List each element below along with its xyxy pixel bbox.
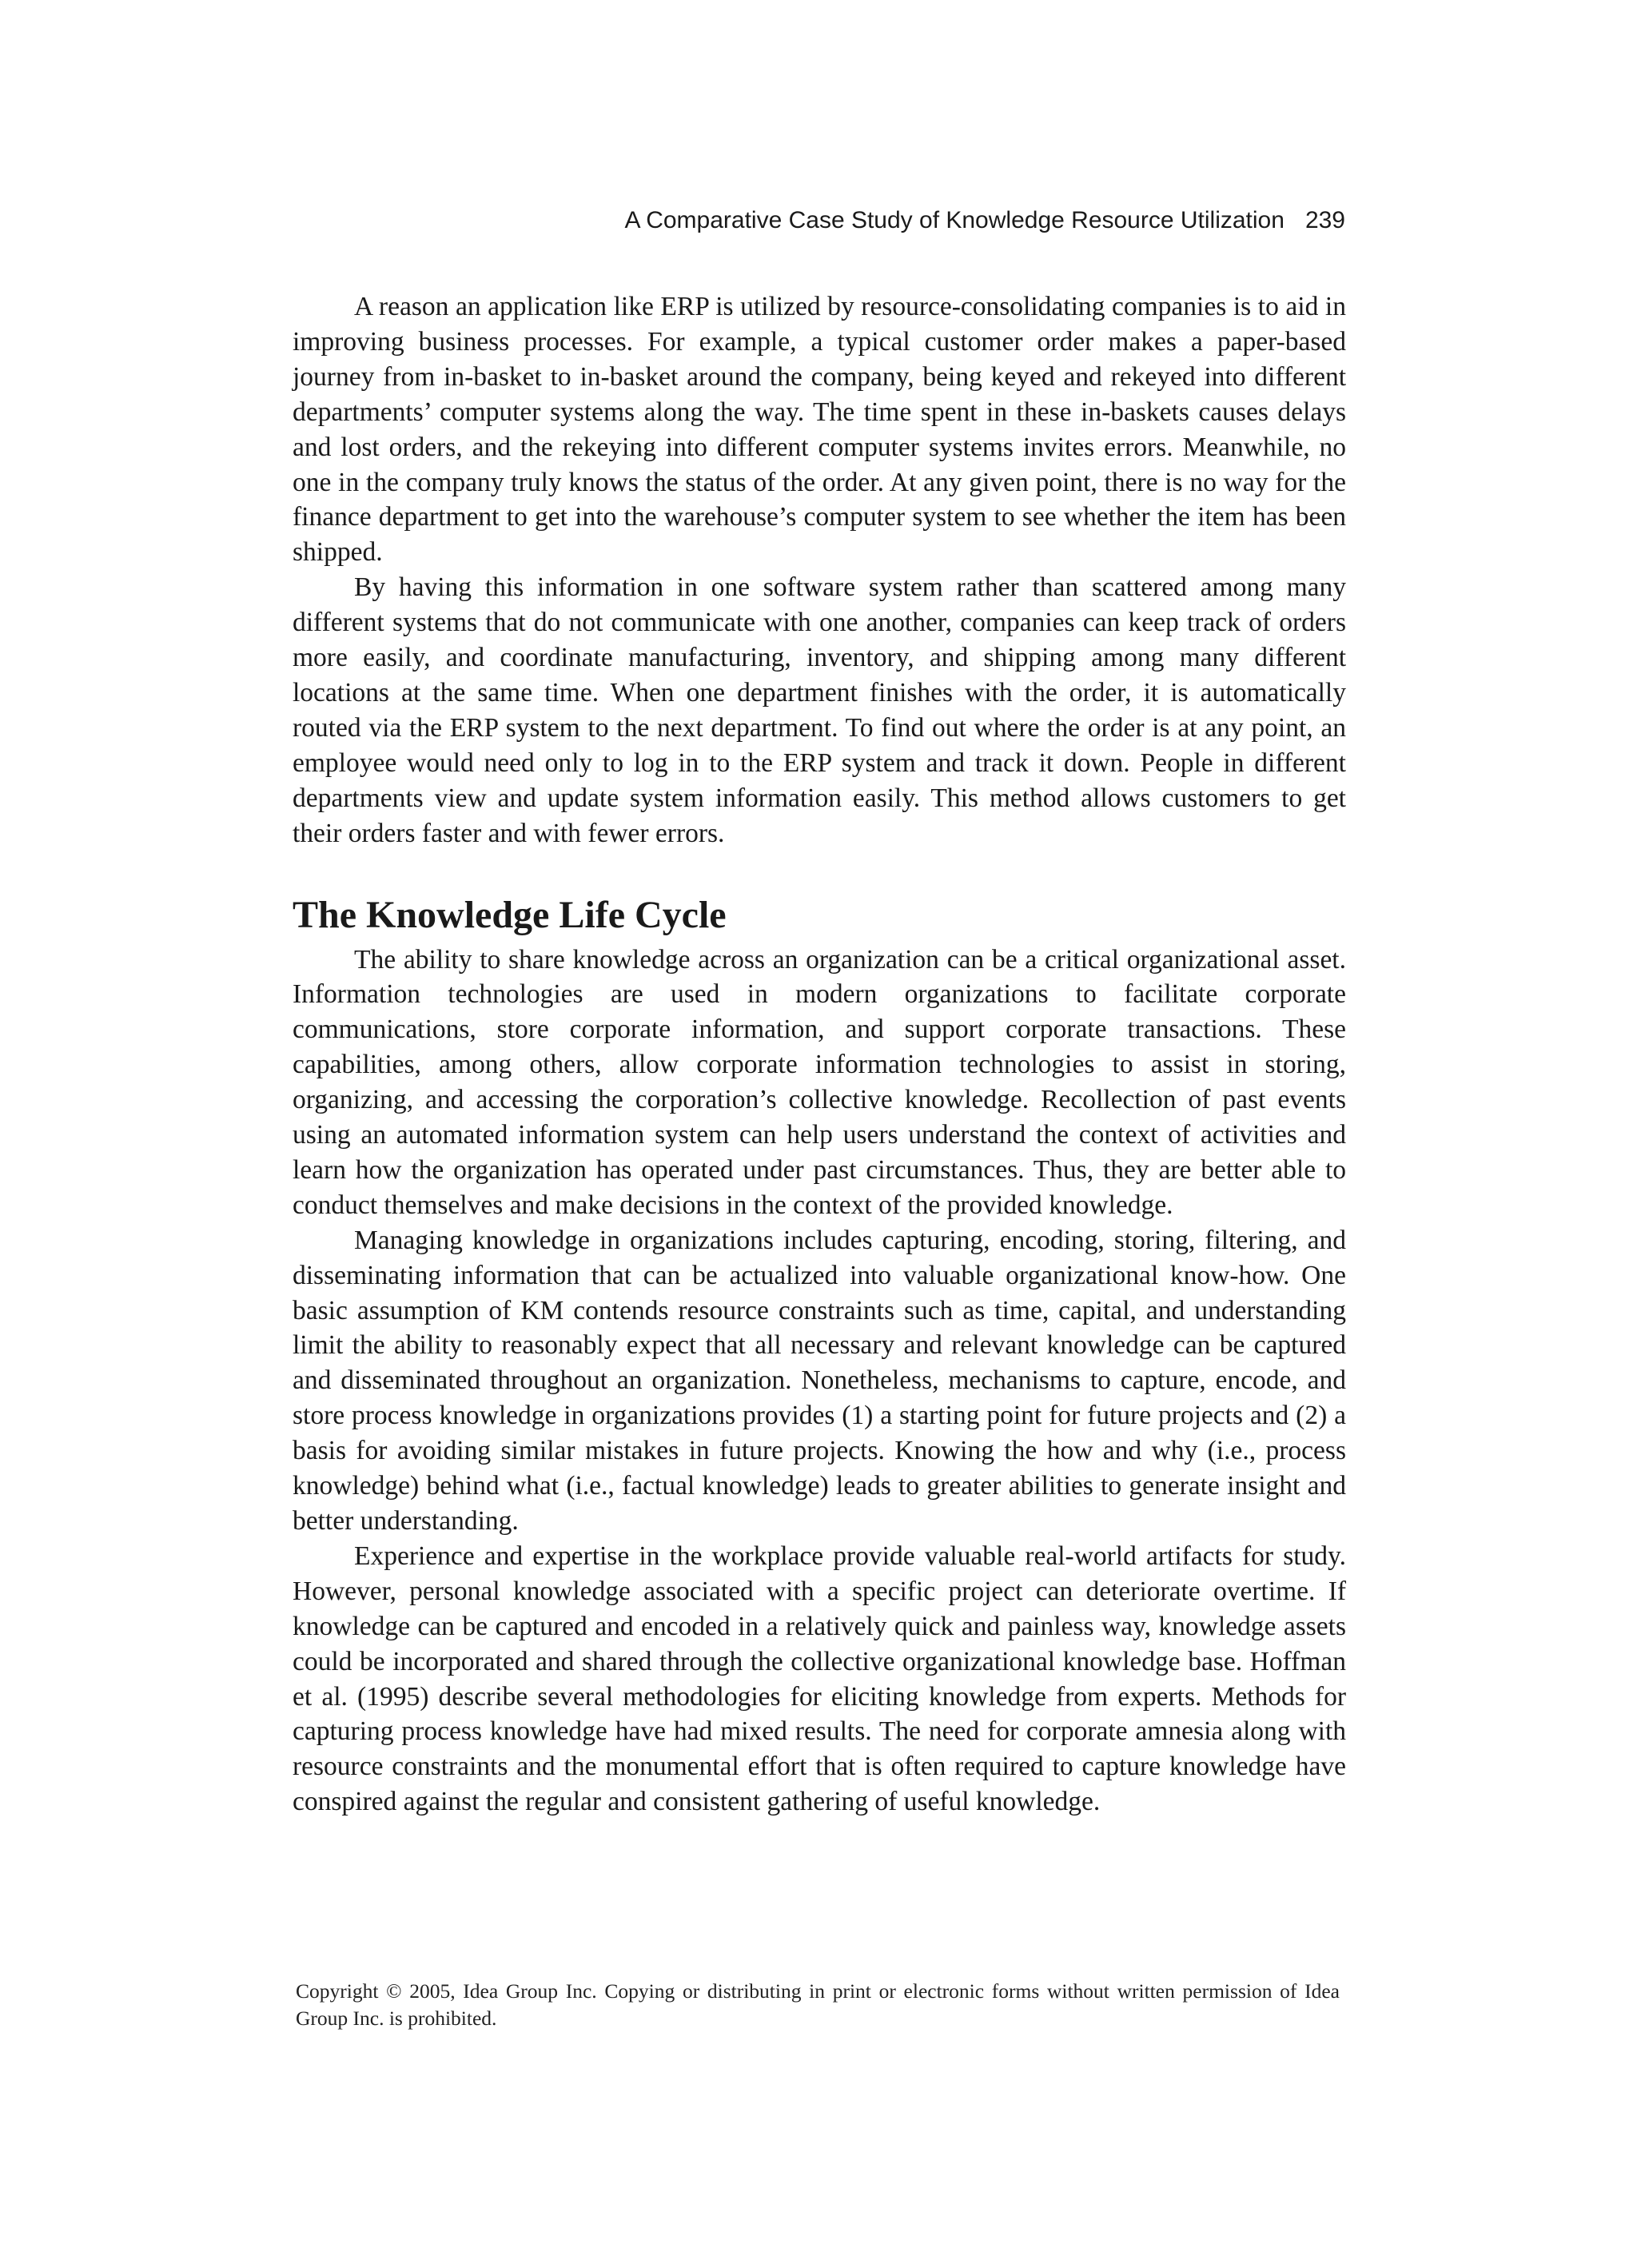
copyright-notice: Copyright © 2005, Idea Group Inc. Copying or distributing in print or electronic forms without written permission of Idea Group Inc. is prohibited. <box>296 1979 1340 2030</box>
running-header <box>625 205 1346 237</box>
page-number: 239 <box>1304 207 1345 233</box>
paragraph-managing-knowledge: Managing knowledge in organizations includes capturing, encoding, storing, filtering, and disseminating information that can be actualized into valuable organizational know-how. One basic assumption of KM contends resource constraints such as time, capital, and understanding limit the ability to reasonably expect that all necessary and relevant knowledge can be captured and disseminated throughout an organization. Nonetheless, mechanisms to capture, encode, and store process knowledge in organizations provides (1) a starting point for future projects and (2) a basis for avoiding similar mistakes in future projects. Knowing the how and why (i.e., process knowledge) behind what (i.e., factual knowledge) leads to greater abilities to generate insight and better understanding. <box>293 1225 1346 1536</box>
body-text <box>293 289 1346 1820</box>
paragraph-experience-expertise: Experience and expertise in the workplace provide valuable real-world artifacts for study. However, personal knowledge associated with a specific project can deteriorate overtime. If knowledge can be captured and encoded in a relatively quick and painless way, knowledge assets could be incorporated and shared through the collective organizational knowledge base. Hoffman et al. (1995) describe several methodologies for eliciting knowledge from experts. Methods for capturing process knowledge have had mixed results. The need for corporate amnesia along with resource constraints and the monumental effort that is often required to capture knowledge have conspired against the regular and consistent gathering of useful knowledge. <box>293 1541 1346 1817</box>
paragraph-erp-business-processes: A reason an application like ERP is utilized by resource-consolidating companies is to aid in improving business processes. For example, a typical customer order makes a paper-based journey from in-basket to in-basket around the company, being keyed and rekeyed into different departments’ computer systems along the way. The time spent in these in-baskets causes delays and lost orders, and the rekeying into different computer systems invites errors. Meanwhile, no one in the company truly knows the status of the order. At any given point, there is no way for the finance department to get into the warehouse’s computer system to see whether the item has been shipped. <box>293 292 1346 568</box>
paragraph-knowledge-sharing: The ability to share knowledge across an organization can be a critical organizational asset. Information technologies are used in modern organizations to facilitate corporate communications, store corporate information, and support corporate transactions. These capabilities, among others, allow corporate information technologies to assist in storing, organizing, and accessing the corporation’s collective knowledge. Recollection of past events using an automated information system can help users understand the context of activities and learn how the organization has operated under past circumstances. Thus, they are better able to conduct themselves and make decisions in the context of the provided knowledge. <box>293 944 1346 1220</box>
running-title: A Comparative Case Study of Knowledge Resource Utilization <box>624 207 1285 233</box>
section-heading: The Knowledge Life Cycle <box>293 893 727 936</box>
paragraph-erp-single-system: By having this information in one software system rather than scattered among many different systems that do not communicate with one another, companies can keep track of orders more easily, and coordinate manufacturing, inventory, and shipping among many different locations at the same time. When one department finishes with the order, it is automatically routed via the ERP system to the next department. To find out where the order is at any point, an employee would need only to log in to the ERP system and track it down. People in different departments view and update system information easily. This method allows customers to get their orders faster and with fewer errors. <box>293 572 1346 848</box>
